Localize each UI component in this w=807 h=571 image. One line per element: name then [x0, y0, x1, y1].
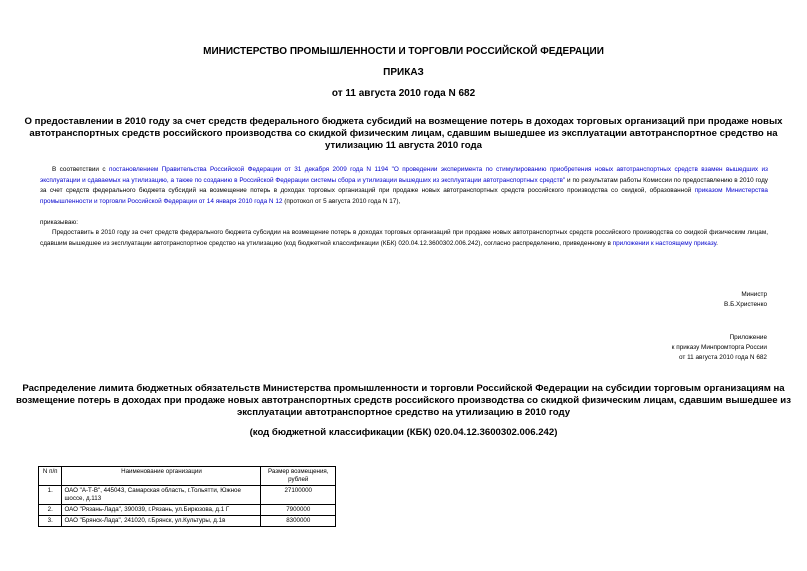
kbk-code-line: (код бюджетной классификации (КБК) 020.04.12.3600302.006.242) [249, 427, 558, 438]
row-organization: ОАО "А-Т-В", 445043, Самарская область, г.Тольятти, Южное шоссе, д.113 [62, 486, 261, 505]
appendix-ref-line-2: к приказу Минпромторга России [671, 344, 767, 351]
order-text-end: . [716, 239, 718, 247]
row-amount: 27100000 [261, 486, 336, 505]
table-row [39, 486, 336, 505]
header-organization: Наименование организации [62, 467, 261, 486]
header-amount: Размер возмещения, рублей [261, 467, 336, 486]
row-organization: ОАО "Рязань-Лада", 390039, г.Рязань, ул.Бирюзова, д.1 Г [62, 505, 261, 516]
order-word: приказываю: [40, 219, 78, 226]
order-paragraph [40, 228, 768, 249]
table-header-row [39, 467, 336, 486]
table-row [39, 505, 336, 516]
doc-type-heading: ПРИКАЗ [383, 67, 424, 78]
preamble-paragraph [40, 165, 768, 207]
preamble-text-1: В соответствии с [52, 166, 109, 173]
distribution-table [38, 466, 336, 527]
government-decree-link[interactable]: постановлением Правительства Российской Федерации от 31 декабря 2009 года N 1194 "О проведении эксперимента по стимулированию приобретения новых автотранспортных средств взамен вышедших из эксплуатации и сдаваемых на утилизацию, а также по созданию в Российской Федерации системы сбора и утилизации вышедших из эксплуатации автотранспортных средств" [40, 166, 768, 184]
ministry-heading: МИНИСТЕРСТВО ПРОМЫШЛЕННОСТИ И ТОРГОВЛИ РОССИЙСКОЙ ФЕДЕРАЦИИ [203, 46, 604, 57]
row-amount: 8300000 [261, 516, 336, 527]
appendix-title-line-3: эксплуатации автотранспортное средство на утилизацию в 2010 году [236, 407, 571, 418]
signature-role: Министр [741, 291, 767, 298]
preamble-text-3: (протокол от 5 августа 2010 года N 17), [282, 197, 401, 205]
row-amount: 7900000 [261, 505, 336, 516]
preamble-text-2: и по результатам работы Комиссии по предоставлению в 2010 году за счет средств федерального бюджета субсидий на возмещение потерь в доходах торговых организаций при продаже новых автотранспортных средств российского производства со скидкой, образованной [40, 176, 768, 194]
header-number: N п/п [39, 467, 62, 486]
appendix-link[interactable]: приложении к настоящему приказу [612, 239, 717, 247]
doc-date-number: от 11 августа 2010 года N 682 [331, 88, 476, 99]
signature-name: В.Б.Христенко [724, 301, 767, 308]
row-number: 1. [39, 486, 62, 505]
row-number: 3. [39, 516, 62, 527]
appendix-ref-line-3: от 11 августа 2010 года N 682 [678, 354, 767, 361]
appendix-ref-line-1: Приложение [729, 334, 767, 341]
order-title-line-3: утилизацию 11 августа 2010 года [325, 140, 482, 151]
table-row [39, 516, 336, 527]
appendix-title-line-1: Распределение лимита бюджетных обязательств Министерства промышленности и торговли Российской Федерации на субсидии торговым организациям на [22, 383, 785, 394]
row-organization: ОАО "Брянск-Лада", 241020, г.Брянск, ул.Культуры, д.1в [62, 516, 261, 527]
order-title-line-2: автотранспортных средств российского производства со скидкой физическим лицам, сдавшим вышедшее из эксплуатации автотранспортное средство на [29, 128, 778, 139]
ministry-order-link[interactable]: приказом Министерства промышленности и торговли Российской Федерации от 14 января 2010 года N 12 [40, 187, 768, 205]
row-number: 2. [39, 505, 62, 516]
order-title-line-1: О предоставлении в 2010 году за счет средств федерального бюджета субсидий на возмещение потерь в доходах торговых организаций при продаже новых [24, 116, 783, 127]
order-text: Предоставить в 2010 году за счет средств федерального бюджета субсидии на возмещение потерь в доходах торговых организаций при продаже новых автотранспортных средств российского производства со скидкой физическим лицам, сдавшим вышедшее из эксплуатации автотранспортное средство на утилизацию (код бюджетной классификации (КБК) 020.04.12.3600302.006.242), согласно распределению, приведенному в [40, 229, 768, 247]
appendix-title-line-2: возмещение потерь в доходах при продаже новых автотранспортных средств российского производства со скидкой физическим лицам, сдавшим вышедшее из [16, 395, 791, 406]
